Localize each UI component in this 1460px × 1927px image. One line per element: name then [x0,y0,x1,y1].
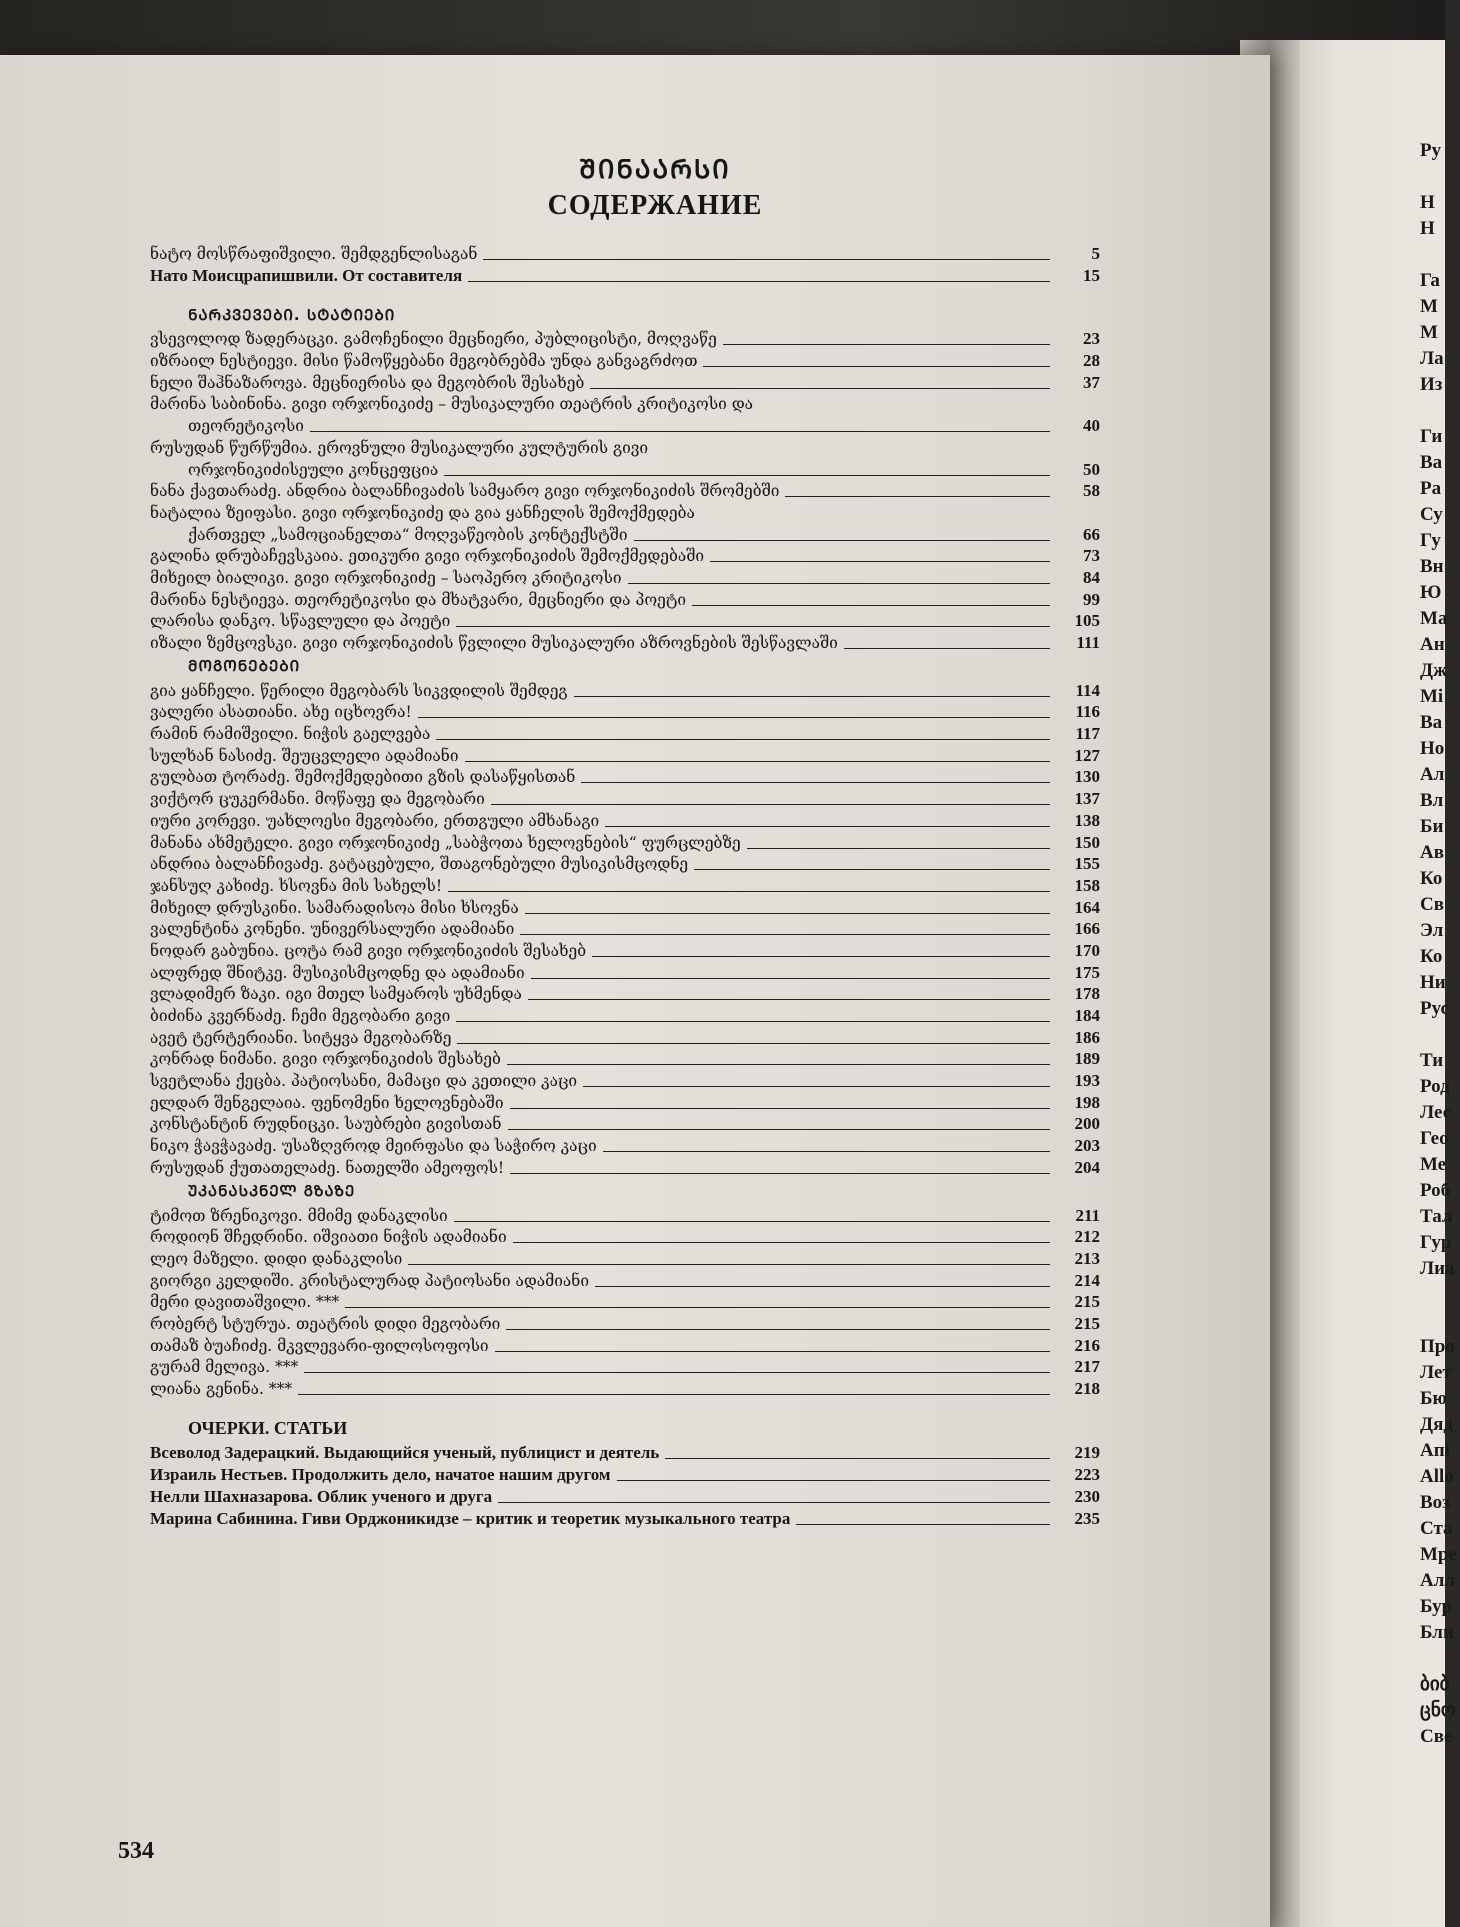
toc-entry-page: 15 [1083,265,1100,285]
toc-entry [150,566,1100,588]
right-page-line: Ти [1420,1050,1444,1071]
table-of-contents [150,150,1100,1529]
toc-entry-page: 84 [1083,567,1100,587]
toc-entry-title: ბიძინა კვერნაძე. ჩემი მეგობარი გივი [150,1007,451,1025]
right-page-line: Алл [1420,1570,1456,1591]
toc-leader-line [510,1108,1050,1109]
right-page-line: Ста [1420,1518,1453,1539]
toc-leader-line [454,1221,1050,1222]
right-page-line [1420,398,1460,424]
right-page-line: Ра [1420,478,1442,499]
toc-entry-title: გურამ მელივა. *** [150,1358,299,1377]
toc-entry-page: 193 [1074,1071,1100,1091]
toc-entry-page: 66 [1083,524,1100,544]
toc-entry-title: ალფრედ შნიტკე. მუსიკისმცოდნე და ადამიანი [150,963,525,982]
toc-entry-title: ვლადიმერ ზაკი. იგი მთელ სამყაროს უხმენდა [150,985,522,1004]
toc-entry-title: მერი დავითაშვილი. *** [150,1293,340,1312]
right-page-line: ცნო [1420,1700,1456,1721]
toc-leader-line [345,1307,1050,1308]
toc-entry [150,939,1100,961]
right-page-line: Св [1420,894,1444,915]
right-page-line: Н [1420,192,1435,213]
right-page-line: Гу [1420,530,1441,551]
toc-leader-line [583,1086,1050,1087]
right-page-line [1420,1308,1460,1334]
toc-leader-line [628,583,1050,584]
toc-entry-title: იური კორევი. უახლოესი მეგობარი, ერთგული ამხანაგი [150,811,600,830]
toc-entry-title: ვსევოლოდ ზადერაცკი. გამოჩენილი მეცნიერი, პუბლიცისტი, მოღვაწე [150,330,717,349]
toc-entry [150,1485,1100,1507]
right-page-line: Ва [1420,452,1443,473]
toc-entry-title: როდიონ შჩედრინი. იშვიათი ნიჭის ადამიანი [150,1228,507,1247]
toc-leader-line [436,739,1050,740]
toc-entry-title: ლარისა დანკო. სწავლული და პოეტი [150,612,451,631]
right-page-line: Вн [1420,556,1444,577]
toc-leader-line [617,1480,1050,1481]
toc-leader-line [574,696,1050,697]
right-page-line: Ав [1420,842,1444,863]
toc-entry-page: 155 [1074,854,1100,874]
toc-entry-title: ვიქტორ ცუკერმანი. მოწაფე და მეგობარი [150,790,485,809]
toc-entry [150,1156,1100,1178]
toc-entry [150,480,1100,502]
toc-leader-line [592,956,1050,957]
right-page-line: Ру [1420,140,1442,161]
toc-entry-title: ლეო მაზელი. დიდი დანაკლისი [150,1249,403,1268]
toc-entry-page: 214 [1074,1270,1100,1290]
toc-entry-page: 204 [1074,1157,1100,1177]
toc-entry-page: 23 [1083,329,1100,349]
toc-entry-title: Всеволод Задерацкий. Выдающийся ученый, публицист и деятель [150,1443,660,1462]
toc-entry-title: მანანა ახმეტელი. გივი ორჯონიკიძე „საბჭოთა ხელოვნების“ ფურცლებზე [150,833,741,852]
right-page-line: Н [1420,218,1435,239]
toc-entry-title: რამინ რამიშვილი. ნიჭის გაელვება [150,725,431,744]
toc-entry [150,787,1100,809]
section-heading-memoirs: ᲛᲝᲒᲝᲜᲔᲑᲔᲑᲘ [188,657,301,675]
essays-list [150,328,1100,653]
toc-entry-page: 175 [1074,962,1100,982]
toc-entry [150,1026,1100,1048]
toc-entry [150,701,1100,723]
toc-leader-line [456,1021,1050,1022]
right-page-line: Но [1420,738,1445,759]
toc-entry-page: 164 [1074,897,1100,917]
toc-leader-line [468,281,1050,282]
right-page-line [1420,1646,1460,1672]
toc-leader-line [528,999,1050,1000]
toc-leader-line [531,978,1050,979]
russian-essays-list [150,1441,1100,1529]
right-page-line: Ни [1420,972,1446,993]
toc-entry [150,853,1100,875]
toc-entry-title: ვალენტინა კონენი. უნივერსალური ადამიანი [150,920,515,939]
right-page-line: Роб [1420,1180,1451,1201]
toc-entry [150,1091,1100,1113]
toc-entry-page: 111 [1076,633,1100,652]
toc-leader-line [590,388,1050,389]
toc-entry-title: ნელი შაჰნაზაროვა. მეცნიერისა და მეგობრის შესახებ [150,373,585,392]
toc-entry-title: მიხეილ დრუსკინი. სამარადისოა მისი ხსოვნა [150,898,519,917]
section-heading-essays: ᲜᲐᲠᲙᲕᲔᲕᲔᲑᲘ. ᲡᲢᲐᲢᲘᲔᲑᲘ [188,305,396,324]
right-page-line: Эл [1420,920,1444,941]
toc-entry [150,1463,1100,1485]
toc-entry-page: 178 [1074,984,1100,1004]
toc-entry-page: 170 [1074,940,1100,960]
right-page-line: Ме [1420,1154,1447,1175]
right-page-line: Род [1420,1076,1450,1097]
toc-entry-page: 40 [1083,416,1100,436]
toc-entry-title: Нато Моисцрапишвили. От составителя [150,265,463,285]
toc-entry [150,1226,1100,1248]
toc-leader-line [665,1458,1050,1459]
toc-entry-page: 219 [1074,1443,1100,1462]
toc-entry-title: იზალი ზემცოვსკი. გივი ორჯონიკიძის წვლილი მუსიკალური აზროვნების შესწავლაში [150,634,838,652]
toc-entry [150,523,1100,545]
toc-entry-title: რუსუდან წურწუმია. ეროვნული მუსიკალური კულტურის გივი [150,438,649,457]
toc-entry-title: მარინა საბინინა. გივი ორჯონიკიძე – მუსიკალური თეატრის კრიტიკოსი და [150,395,753,414]
toc-entry [150,896,1100,918]
toc-entry-title: ნანა ქავთარაძე. ანდრია ბალანჩივაძის სამყარო გივი ორჯონიკიძის შრომებში [150,482,780,501]
toc-entry-title: Марина Сабинина. Гиви Орджоникидзе – критик и теоретик музыкального театра [150,1509,791,1528]
right-page-line: Мі [1420,686,1444,707]
toc-entry [150,1269,1100,1291]
toc-entry-title: სვეტლანა ქეცბა. პატიოსანი, მამაცი და კეთილი კაცი [150,1072,578,1091]
toc-entry-page: 212 [1074,1227,1100,1247]
toc-entry-page: 166 [1074,919,1100,939]
toc-leader-line [510,1173,1050,1174]
toc-entry [150,264,1100,286]
toc-leader-line [498,1502,1050,1503]
toc-entry-title: რუსუდან ქუთათელაძე. ნათელში ამეოფოს! [150,1158,505,1177]
right-page-line: Дж [1420,660,1447,681]
toc-entry-page: 130 [1074,767,1100,787]
toc-entry-title: ქართველ „სამოციანელთა“ მოღვაწეობის კონტექსტში [188,525,628,544]
toc-entry-title: გია ყანჩელი. წერილი მეგობარს სიკვდილის შემდეგ [150,681,568,700]
toc-entry-title: ტიმოთ ზრენიკოვი. მმიმე დანაკლისი [150,1206,448,1225]
toc-entry-title: გიორგი კელდიში. კრისტალურად პატიოსანი ადამიანი [150,1271,590,1290]
toc-entry [150,349,1100,371]
toc-entry [150,393,1100,415]
toc-entry [150,1334,1100,1356]
toc-leader-line [506,1329,1050,1330]
toc-entry [150,1134,1100,1156]
right-page-line: Лес [1420,1102,1452,1123]
toc-leader-line [844,648,1050,649]
right-page-line: Лет [1420,1362,1452,1383]
toc-entry [150,610,1100,632]
toc-leader-line [483,259,1050,260]
toc-entry-title: ორჯონიკიძისეული კონცეფცია [188,460,439,479]
right-page-line [1420,1282,1460,1308]
toc-entry-title: ნატალია ზეიფასი. გივი ორჯონიკიძე და გია ყანჩელის შემოქმედება [150,503,695,522]
toc-leader-line [304,1372,1050,1373]
toc-entry [150,679,1100,701]
toc-entry-title: გულბათ ტორაძე. შემოქმედებითი გზის დასაწყისთან [150,768,576,787]
toc-entry-page: 114 [1075,680,1100,700]
toc-entry-page: 186 [1074,1027,1100,1047]
toc-entry-page: 105 [1074,611,1100,631]
toc-entry-page: 189 [1074,1049,1100,1069]
toc-entry [150,766,1100,788]
toc-leader-line [448,891,1050,892]
toc-entry [150,371,1100,393]
toc-entry-title: ელდარ შენგელაია. ფენომენი ხელოვნებაში [150,1093,504,1112]
memoirs-list [150,679,1100,1178]
toc-entry-page: 213 [1074,1248,1100,1268]
toc-entry-title: მიხეილ ბიალიკი. გივი ორჯონიკიძე – საოპერო კრიტიკოსი [150,568,622,587]
toc-leader-line [710,561,1050,562]
toc-entry [150,1356,1100,1378]
toc-entry [150,414,1100,436]
right-page-line [1420,1022,1460,1048]
toc-entry [150,1441,1100,1463]
toc-entry-page: 217 [1074,1357,1100,1377]
toc-entry [150,501,1100,523]
toc-leader-line [444,475,1050,476]
toc-entry-page: 200 [1074,1114,1100,1134]
toc-entry-page: 137 [1074,789,1100,809]
toc-entry-page: 184 [1074,1006,1100,1025]
toc-entry [150,1113,1100,1135]
intro-list [150,242,1100,286]
right-page-line: Рус [1420,998,1449,1019]
right-page-line [1420,164,1460,190]
toc-entry-page: 28 [1083,351,1100,371]
right-page-line: Allo [1420,1466,1454,1487]
toc-leader-line [692,605,1050,606]
right-page-line: Апі [1420,1440,1450,1461]
toc-entry-page: 127 [1074,745,1100,765]
toc-entry-title: ლიანა გენინა. *** [150,1380,293,1398]
right-page-line: Су [1420,504,1443,525]
section-heading-last-way: ᲣᲙᲐᲜᲐᲡᲙᲜᲔᲚ ᲒᲖᲐᲖᲔ [188,1181,356,1200]
page-title-georgian: ᲨᲘᲜᲐᲐᲠᲡᲘ [579,155,731,185]
right-page-line: Ан [1420,634,1445,655]
right-page-line: Лиа [1420,1258,1455,1279]
toc-leader-line [747,848,1050,849]
toc-entry-title: სულხან ნასიძე. შეუცვლელი ადამიანი [150,746,459,765]
right-page-line: Ва [1420,712,1443,733]
toc-leader-line [634,540,1050,541]
toc-entry [150,242,1100,264]
right-page-line: Ла [1420,348,1444,369]
right-page-line: Све [1420,1726,1453,1747]
toc-entry-title: იზრაილ ნესტიევი. მისი წამოწყებანი მეგობრებმა უნდა განვაგრძოთ [150,352,698,371]
toc-leader-line [595,1286,1050,1287]
toc-leader-line [785,496,1050,497]
toc-entry [150,1507,1100,1529]
toc-leader-line [723,344,1050,345]
section-heading-russian-essays: ОЧЕРКИ. СТАТЬИ [188,1418,348,1438]
toc-leader-line [703,366,1050,367]
toc-entry [150,588,1100,610]
right-page-line: Ю [1420,582,1442,603]
toc-entry-page: 215 [1074,1313,1100,1333]
toc-entry-page: 218 [1074,1379,1100,1398]
right-page-line: Воз [1420,1492,1450,1513]
right-page-line: Ма [1420,608,1448,629]
toc-entry-page: 99 [1083,589,1100,609]
toc-entry [150,458,1100,480]
toc-entry [150,1312,1100,1334]
right-page-line: Ко [1420,946,1443,967]
toc-leader-line [408,1264,1050,1265]
toc-leader-line [491,804,1050,805]
toc-entry-page: 73 [1083,546,1100,566]
right-page-line: Би [1420,816,1444,837]
toc-leader-line [507,1064,1050,1065]
page-number: 534 [118,1838,154,1864]
right-page-line: Вл [1420,790,1444,811]
toc-leader-line [520,934,1050,935]
toc-entry-title: თამაზ ბუაჩიძე. მკვლევარი-ფილოსოფოსი [150,1336,489,1355]
toc-leader-line [694,869,1050,870]
toc-entry-page: 117 [1075,724,1100,744]
right-page-line: М [1420,322,1438,343]
right-page-line: Га [1420,270,1440,291]
toc-entry-title: კონსტანტინ რუდნიცკი. საუბრები გივისთან [150,1115,502,1134]
toc-entry-page: 116 [1075,702,1100,722]
toc-entry-page: 158 [1074,875,1100,895]
toc-entry-title: ჯანსუღ კახიძე. ხსოვნა მის სახელს! [150,876,443,895]
right-page-line: Из [1420,374,1443,395]
toc-leader-line [605,826,1050,827]
toc-leader-line [298,1394,1050,1395]
toc-entry-page: 58 [1083,481,1100,501]
right-page-line [1420,242,1460,268]
toc-entry [150,1291,1100,1313]
toc-entry-page: 215 [1074,1292,1100,1312]
toc-entry-page: 216 [1074,1335,1100,1355]
toc-entry-title: Нелли Шахназарова. Облик ученого и друга [150,1487,493,1506]
toc-leader-line [603,1151,1050,1152]
toc-leader-line [418,717,1050,718]
toc-entry-page: 203 [1074,1136,1100,1156]
right-page-line: ბიბ [1420,1674,1450,1695]
toc-entry [150,436,1100,458]
toc-entry [150,722,1100,744]
toc-entry [150,831,1100,853]
toc-entry-title: თეორეტიკოსი [188,417,304,436]
toc-entry [150,1247,1100,1269]
toc-entry [150,1377,1100,1399]
toc-leader-line [495,1351,1050,1352]
right-page-line: Бур [1420,1596,1453,1617]
toc-entry [150,744,1100,766]
right-page-line: Гео [1420,1128,1449,1149]
toc-entry [150,631,1100,653]
toc-entry-page: 235 [1074,1509,1100,1528]
right-page-line: Бли [1420,1622,1454,1643]
toc-entry-page: 230 [1074,1487,1100,1506]
toc-entry-page: 50 [1083,459,1100,479]
toc-entry-title: ნიკო ჭავჭავაძე. უსაზღვროდ მეირფასი და საჭირო კაცი [150,1137,597,1156]
right-page-line: Ко [1420,868,1443,889]
toc-leader-line [457,1043,1050,1044]
toc-leader-line [465,761,1050,762]
toc-entry [150,809,1100,831]
toc-entry [150,1048,1100,1070]
toc-entry-title: ავეტ ტერტერიანი. სიტყვა მეგობარზე [150,1028,452,1047]
toc-leader-line [310,431,1050,432]
toc-entry-title: კონრად ნიმანი. გივი ორჯონიკიძის შესახებ [150,1050,501,1069]
right-page-line: Про [1420,1336,1455,1357]
right-page-line: Ги [1420,426,1443,447]
toc-entry-page: 198 [1074,1092,1100,1112]
toc-entry [150,874,1100,896]
toc-entry-title: ვალერი ასათიანი. ახე იცხოვრა! [150,703,412,722]
toc-entry-page: 223 [1074,1465,1100,1484]
page-title-russian: СОДЕРЖАНИЕ [547,190,763,221]
right-page-line: Гур [1420,1232,1452,1253]
toc-leader-line [513,1242,1050,1243]
right-page-line: Ал [1420,764,1445,785]
toc-entry [150,1069,1100,1091]
toc-entry-title: ნოდარ გაბუნია. ცოტა რამ გივი ორჯონიკიძის შესახებ [150,941,587,960]
toc-entry-page: 5 [1091,243,1100,263]
toc-leader-line [456,626,1050,627]
toc-entry-title: ანდრია ბალანჩივაძე. გატაცებული, შთაგონებული მუსიკისმცოდნე [150,855,689,874]
right-page-line: Mpe [1420,1544,1457,1565]
toc-entry-title: ნატო მოსწრაფიშვილი. შემდგენლისაგან [150,244,478,263]
toc-entry [150,983,1100,1005]
toc-leader-line [581,782,1050,783]
toc-leader-line [525,913,1050,914]
toc-entry-page: 37 [1083,372,1100,392]
toc-entry [150,328,1100,350]
toc-leader-line [796,1524,1050,1525]
toc-entry-title: მარინა ნესტიევა. თეორეტიკოსი და მხატვარი, მეცნიერი და პოეტი [150,590,687,609]
toc-entry-page: 150 [1074,832,1100,852]
toc-entry-page: 211 [1075,1205,1100,1225]
toc-entry [150,918,1100,940]
toc-entry-title: რობერტ სტურუა. თეატრის დიდი მეგობარი [150,1314,501,1333]
toc-leader-line [508,1129,1051,1130]
right-page-line: Бю [1420,1388,1448,1409]
toc-entry-title: Израиль Нестьев. Продолжить дело, начатое нашим другом [150,1465,611,1484]
right-page-text [1420,138,1460,1750]
toc-entry [150,961,1100,983]
toc-entry [150,1004,1100,1026]
last-way-list [150,1204,1100,1399]
right-page-line: Тал [1420,1206,1453,1227]
right-page-line: М [1420,296,1438,317]
right-page-line: Дяд [1420,1414,1453,1435]
toc-entry-page: 138 [1074,810,1100,830]
toc-entry [150,1204,1100,1226]
toc-entry-title: გალინა დრუბაჩევსკაია. ეთიკური გივი ორჯონიკიძის შემოქმედებაში [150,547,705,566]
toc-entry [150,545,1100,567]
